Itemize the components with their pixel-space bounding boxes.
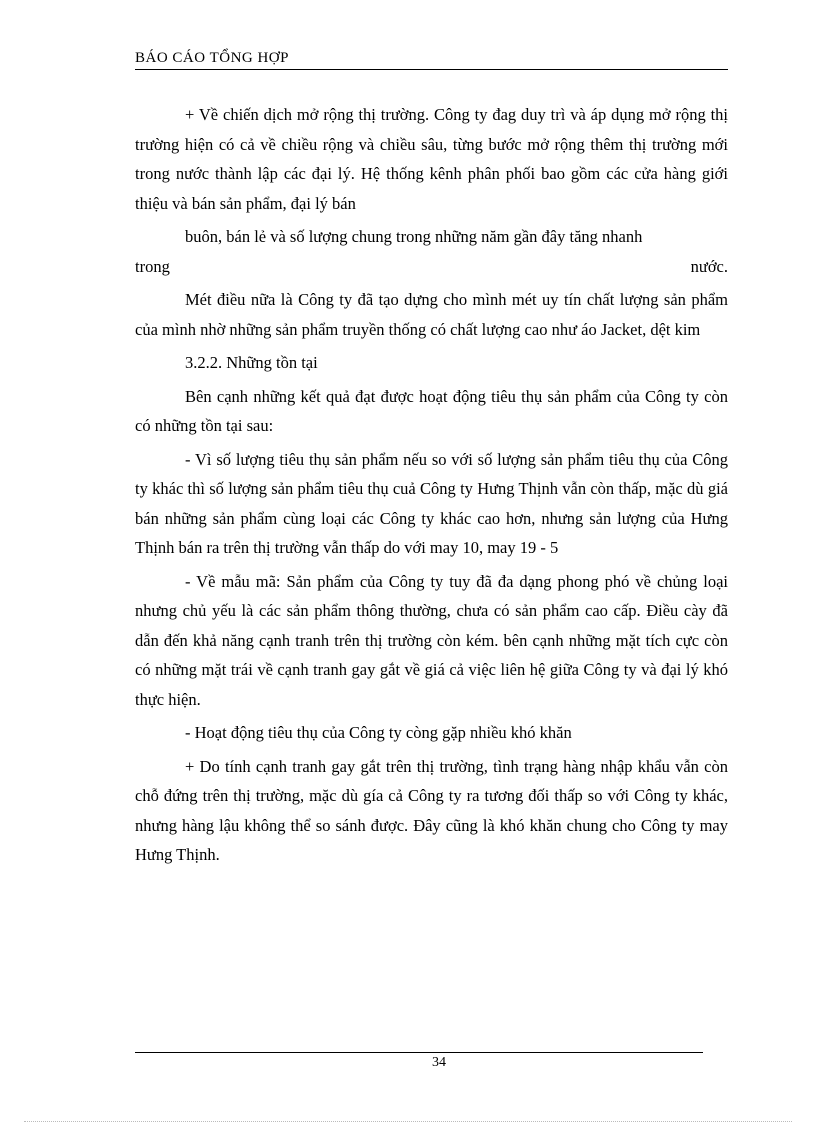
page-bottom-border — [24, 1121, 792, 1122]
footer-divider — [135, 1052, 703, 1053]
document-body — [135, 100, 728, 874]
paragraph-reputation: Mét điều nữa là Công ty đã tạo dựng cho mình mét uy tín chất lượng sản phẩm của mình nhờ những sản phẩm truyền thống có chất lượng cao như áo Jacket, dệt kim — [135, 290, 728, 339]
paragraph-sales-growth: buôn, bán lẻ và số lượng chung trong những năm gần đây tăng nhanh — [185, 227, 643, 246]
split-line — [135, 252, 728, 282]
split-right: nước. — [690, 256, 728, 276]
paragraph-market-expansion: + Về chiến dịch mở rộng thị trường. Công ty đag duy trì và áp dụng mở rộng thị trường hiện có cả về chiều rộng và chiều sâu, từng bước mở rộng thêm thị trường mới trong nước thành lập các đại lý. Hệ thống kênh phân phối bao gồm các cửa hàng giới thiệu và bán sản phẩm, đại lý bán — [135, 105, 728, 213]
paragraph-competition: + Do tính cạnh tranh gay gắt trên thị trường, tình trạng hàng nhập khẩu vẫn còn chỗ đứng trên thị trường, mặc dù gía cả Công ty ra tương đối thấp so với Công ty khác, nhưng hàng lậu không thể so sánh được. Đây cũng là khó khăn chung cho Công ty may Hưng Thịnh. — [135, 756, 728, 864]
paragraph-limitations-intro: Bên cạnh những kết quả đạt được hoạt động tiêu thụ sản phẩm của Công ty còn có những tồn tại sau: — [135, 386, 728, 435]
paragraph-sales-volume: - Vì số lượng tiêu thụ sản phẩm nếu so với số lượng sản phẩm tiêu thụ của Công ty khác thì số lượng sản phẩm tiêu thụ cuả Công ty Hưng Thịnh vẫn còn thấp, mặc dù giá bán những sản phẩm cùng loại các Công ty khác cao hơn, nhưng sản lượng của Hưng Thịnh bán ra trên thị trường vẫn thấp do với may 10, may 19 - 5 — [135, 449, 728, 557]
paragraph-difficulties: - Hoạt động tiêu thụ của Công ty còng gặp nhiều khó khăn — [185, 723, 572, 742]
section-heading-limitations: 3.2.2. Những tồn tại — [185, 353, 318, 372]
split-left: trong — [135, 256, 170, 276]
page-header: BÁO CÁO TỔNG HỢP — [135, 50, 728, 70]
page-number: 34 — [432, 1055, 446, 1070]
paragraph-designs: - Về mẫu mã: Sản phẩm của Công ty tuy đã đa dạng phong phó về chủng loại nhưng chủ yếu là các sản phẩm thông thường, chưa có sản phẩm cao cấp. Điều cày đã dẫn đến khả năng cạnh tranh trên thị trường còn kém. bên cạnh những mặt tích cực còn có những mặt trái về cạnh tranh gay gắt về giá cả việc liên hệ giữa Công ty và đại lý khó thực hiện. — [135, 571, 728, 709]
